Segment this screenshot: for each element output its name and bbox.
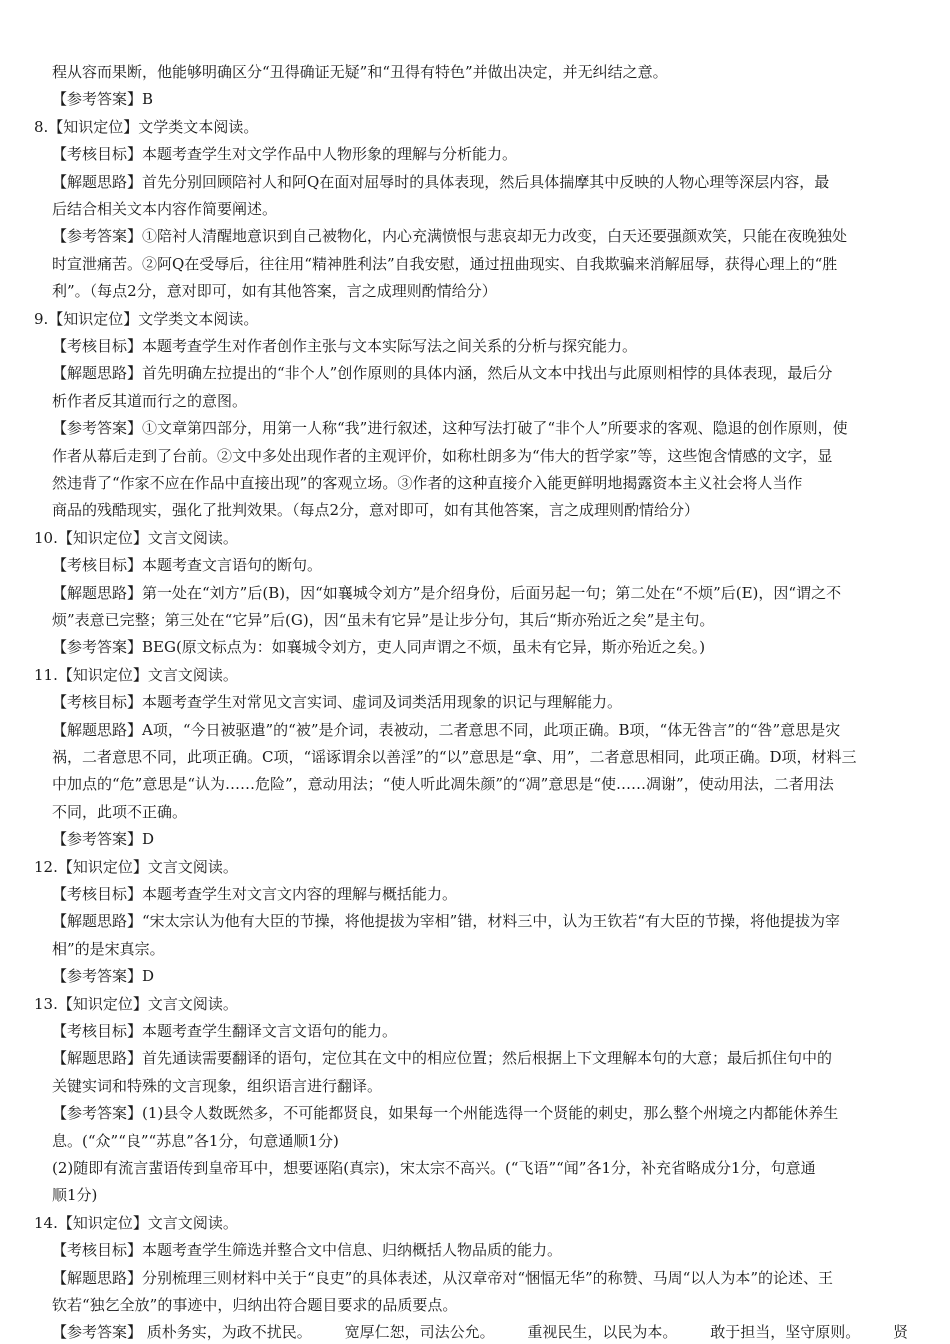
text-line: 后结合相关文本内容作简要阐述。 bbox=[52, 200, 278, 218]
answer-line-14 bbox=[52, 1322, 936, 1344]
text-line: (2)随即有流言蜚语传到皇帝耳中，想要诬陷(真宗)，宋太宗不高兴。(“飞语”“闻”各1分，补充省略成分1分，句意通 bbox=[52, 1159, 816, 1177]
text-line: 时宣泄痛苦。②阿Q在受辱后，往往用“精神胜利法”自我安慰，通过扭曲现实、自我欺骗来消解屈辱，获得心理上的“胜 bbox=[52, 254, 838, 273]
text-line: 【参考答案】①文章第四部分，用第一人称“我”进行叙述，这种写法打破了“非个人”所要求的客观、隐退的创作原则，使 bbox=[52, 419, 848, 438]
text-line: 【解题思路】首先分别回顾陪衬人和阿Q在面对屈辱时的具体表现，然后具体揣摩其中反映的人物心理等深层内容，最 bbox=[52, 172, 830, 191]
text-line: 程从容而果断，他能够明确区分“丑得确证无疑”和“丑得有特色”并做出决定，并无纠结之意。 bbox=[52, 63, 668, 81]
answer-label: 【参考答案】 bbox=[52, 1323, 143, 1342]
text-line: 【考核目标】本题考查文言语句的断句。 bbox=[52, 556, 323, 575]
text-line: 【参考答案】B bbox=[52, 90, 154, 109]
text-line: 8.【知识定位】文学类文本阅读。 bbox=[34, 117, 259, 136]
answer-point-4: 敢于担当，坚守原则。 bbox=[710, 1323, 861, 1342]
answer-point-5: 贤 bbox=[892, 1323, 908, 1342]
text-line: 13.【知识定位】文言文阅读。 bbox=[34, 994, 238, 1013]
text-line: 【解题思路】第一处在“刘方”后(B)，因“如襄城令刘方”是介绍身份，后面另起一句；第二处在“不烦”后(E)，因“谓之不 bbox=[52, 583, 842, 602]
text-line: 作者从幕后走到了台前。②文中多处出现作者的主观评价，如称杜朗多为“伟大的哲学家”等，这些饱含情感的文字，显 bbox=[52, 446, 833, 465]
text-line: 【解题思路】“宋太宗认为他有大臣的节操，将他提拔为宰相”错，材料三中，认为王钦若“有大臣的节操，将他提拔为宰 bbox=[52, 912, 841, 931]
text-line: 【参考答案】D bbox=[52, 967, 155, 986]
text-line: 相”的是宋真宗。 bbox=[52, 939, 165, 958]
answer-point-2: 宽厚仁恕，司法公允。 bbox=[344, 1323, 495, 1342]
text-line: 【参考答案】BEG(原文标点为：如襄城令刘方，吏人同声谓之不烦，虽未有它异，斯亦殆近之矣。) bbox=[52, 638, 706, 657]
text-line: 【考核目标】本题考查学生对文学作品中人物形象的理解与分析能力。 bbox=[52, 145, 518, 164]
text-line: 【解题思路】首先明确左拉提出的“非个人”创作原则的具体内涵，然后从文本中找出与此原则相悖的具体表现，最后分 bbox=[52, 364, 833, 383]
text-line: 中加点的“危”意思是“认为……危险”，意动用法；“使人听此凋朱颜”的“凋”意思是“使……凋谢”，使动用法，二者用法 bbox=[52, 775, 834, 794]
answer-point-1: 质朴务实，为政不扰民。 bbox=[146, 1323, 312, 1342]
text-line: 析作者反其道而行之的意图。 bbox=[52, 391, 248, 410]
text-line: 烦”表意已完整；第三处在“它异”后(G)，因“虽未有它异”是让步分句，其后“斯亦殆近之矣”是主句。 bbox=[52, 611, 715, 629]
text-line: 【解题思路】首先通读需要翻译的语句，定位其在文中的相应位置；然后根据上下文理解本句的大意；最后抓住句中的 bbox=[52, 1049, 833, 1068]
text-line: 【参考答案】①陪衬人清醒地意识到自己被物化，内心充满愤恨与悲哀却无力改变，白天还要强颜欢笑，只能在夜晚独处 bbox=[52, 227, 848, 246]
text-line: 【解题思路】A项，“今日被驱遣”的“被”是介词，表被动，二者意思不同，此项正确。B项，“体无咎言”的“咎”意思是灾 bbox=[52, 720, 841, 739]
text-line: 然违背了“作家不应在作品中直接出现”的客观立场。③作者的这种直接介入能更鲜明地揭露资本主义社会将人当作 bbox=[52, 474, 803, 492]
text-line: 利”。（每点2分，意对即可，如有其他答案，言之成理则酌情给分） bbox=[52, 282, 497, 301]
text-line: 【考核目标】本题考查学生对作者创作主张与文本实际写法之间关系的分析与探究能力。 bbox=[52, 337, 638, 355]
text-line: 祸，二者意思不同，此项正确。C项，“谣诼谓余以善淫”的“以”意思是“拿、用”，二者意思相同，此项正确。D项，材料三 bbox=[52, 748, 857, 766]
text-line: 顺1分) bbox=[52, 1186, 98, 1205]
text-line: 14.【知识定位】文言文阅读。 bbox=[34, 1213, 238, 1232]
text-line: 11.【知识定位】文言文阅读。 bbox=[34, 665, 238, 684]
text-line: 商品的残酷现实，强化了批判效果。（每点2分，意对即可，如有其他答案，言之成理则酌情给分） bbox=[52, 501, 700, 520]
text-line: 【解题思路】分别梳理三则材料中关于“良吏”的具体表述，从汉章帝对“悃愊无华”的称赞、马周“以人为本”的论述、王 bbox=[52, 1268, 834, 1287]
text-line: 【考核目标】本题考查学生对常见文言实词、虚词及词类活用现象的识记与理解能力。 bbox=[52, 693, 623, 712]
text-line: 【参考答案】(1)县令人数既然多，不可能都贤良，如果每一个州能选得一个贤能的刺史，那么整个州境之内都能休养生 bbox=[52, 1104, 839, 1123]
text-line: 【考核目标】本题考查学生翻译文言文语句的能力。 bbox=[52, 1022, 398, 1040]
answer-point-3: 重视民生，以民为本。 bbox=[527, 1323, 678, 1342]
text-line: 钦若“独乞全放”的事迹中，归纳出符合题目要求的品质要点。 bbox=[52, 1296, 458, 1314]
text-line: 息。(“众”“良”“苏息”各1分，句意通顺1分) bbox=[52, 1131, 339, 1150]
text-line: 10.【知识定位】文言文阅读。 bbox=[34, 528, 238, 547]
text-line: 【参考答案】D bbox=[52, 830, 155, 849]
text-line: 不同，此项不正确。 bbox=[52, 802, 188, 821]
text-line: 【考核目标】本题考查学生筛选并整合文中信息、归纳概括人物品质的能力。 bbox=[52, 1241, 563, 1260]
text-line: 【考核目标】本题考查学生对文言文内容的理解与概括能力。 bbox=[52, 885, 458, 903]
text-line: 12.【知识定位】文言文阅读。 bbox=[34, 857, 238, 876]
text-line: 关键实词和特殊的文言现象，组织语言进行翻译。 bbox=[52, 1076, 383, 1095]
text-line: 9.【知识定位】文学类文本阅读。 bbox=[34, 309, 259, 328]
